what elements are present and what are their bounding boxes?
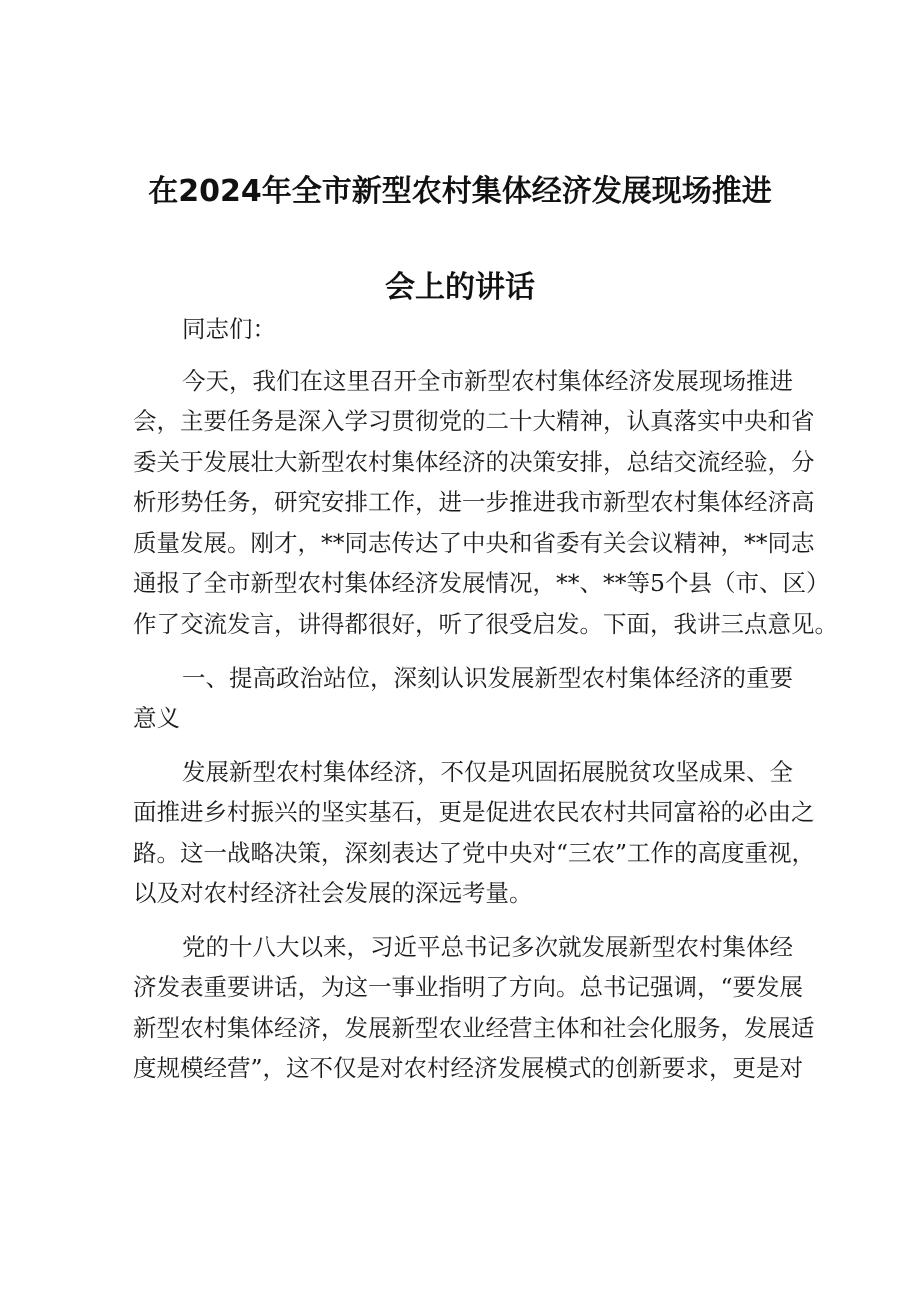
paragraph-line: 析形势任务，研究安排工作，进一步推进我市新型农村集体经济高: [133, 488, 815, 516]
paragraph-line: 以及对农村经济社会发展的深远考量。: [133, 879, 533, 907]
section-heading-line: 一、提高政治站位，深刻认识发展新型农村集体经济的重要: [182, 664, 793, 692]
paragraph-line: 度规模经营”，这不仅是对农村经济发展模式的创新要求，更是对: [133, 1054, 804, 1082]
document-title-line-2: 会上的讲话: [385, 270, 535, 305]
paragraph-line: 质量发展。刚才，**同志传达了中央和省委有关会议精神，**同志: [133, 529, 815, 557]
paragraph-line: 通报了全市新型农村集体经济发展情况，**、**等5个县（市、区）: [133, 569, 830, 597]
paragraph-line: 党的十八大以来，习近平总书记多次就发展新型农村集体经: [182, 933, 793, 961]
salutation: 同志们：: [182, 315, 276, 343]
paragraph-line: 新型农村集体经济，发展新型农业经营主体和社会化服务，发展适: [133, 1014, 815, 1042]
paragraph-line: 今天，我们在这里召开全市新型农村集体经济发展现场推进: [182, 367, 793, 395]
document-title-line-1: 在2024年全市新型农村集体经济发展现场推进: [148, 174, 772, 209]
section-heading-line: 意义: [133, 704, 180, 732]
paragraph-line: 路。这一战略决策，深刻表达了党中央对“三农”工作的高度重视，: [133, 839, 816, 867]
paragraph-line: 发展新型农村集体经济，不仅是巩固拓展脱贫攻坚成果、全: [182, 758, 793, 786]
paragraph-line: 委关于发展壮大新型农村集体经济的决策安排，总结交流经验，分: [133, 448, 815, 476]
paragraph-line: 济发表重要讲话，为这一事业指明了方向。总书记强调，“要发展: [133, 973, 804, 1001]
paragraph-line: 会，主要任务是深入学习贯彻党的二十大精神，认真落实中央和省: [133, 407, 815, 435]
paragraph-line: 作了交流发言，讲得都很好，听了很受启发。下面，我讲三点意见。: [133, 610, 838, 638]
paragraph-line: 面推进乡村振兴的坚实基石，更是促进农民农村共同富裕的必由之: [133, 798, 815, 826]
